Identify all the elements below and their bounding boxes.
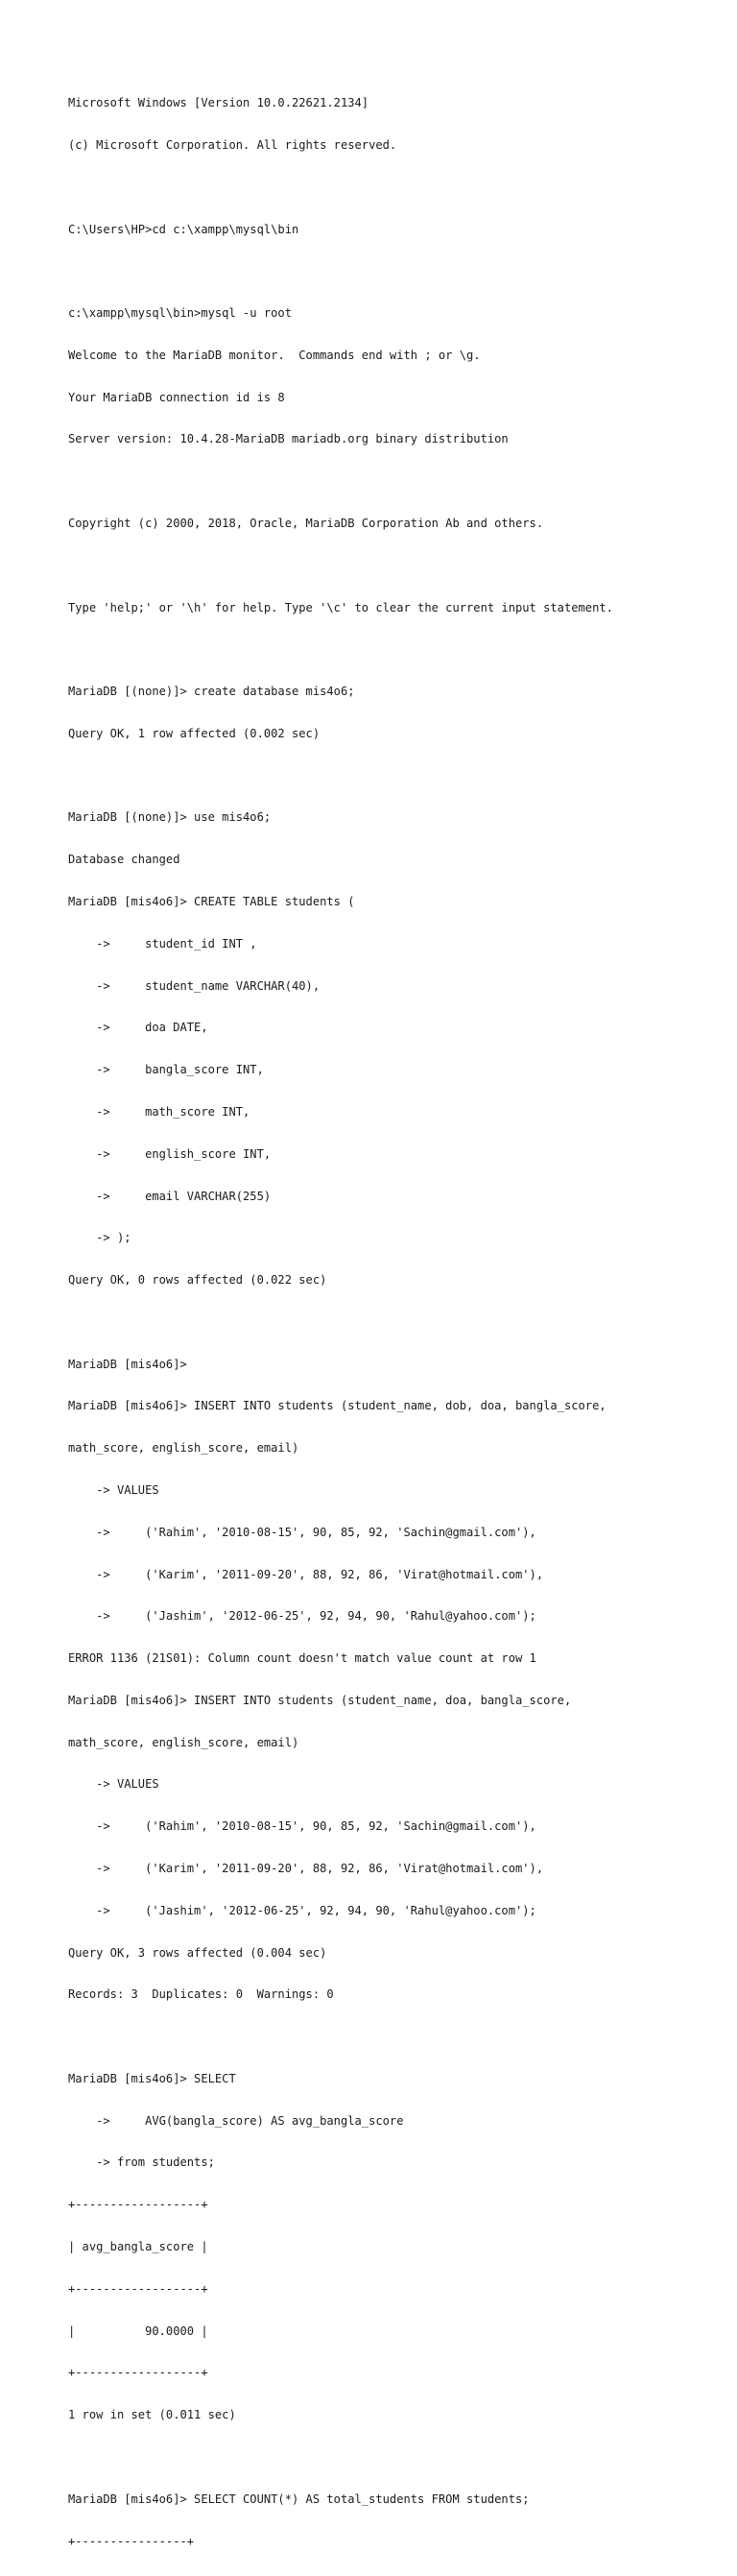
line-39: MariaDB [mis4o6]> INSERT INTO students (student_name, doa, bangla_score, [68, 1693, 572, 1707]
line-9: Server version: 10.4.28-MariaDB mariadb.org binary distribution [68, 432, 509, 446]
line-24: -> bangla_score INT, [68, 1063, 264, 1077]
line-14 [68, 642, 730, 657]
line-18: MariaDB [(none)]> use mis4o6; [68, 810, 272, 825]
line-33: math_score, english_score, email) [68, 1441, 299, 1456]
line-48: MariaDB [mis4o6]> SELECT [68, 2071, 236, 2085]
line-16: Query OK, 1 row affected (0.002 sec) [68, 726, 321, 740]
line-2: (c) Microsoft Corporation. All rights reserved. [68, 137, 397, 152]
line-10 [68, 474, 730, 489]
line-49: -> AVG(bangla_score) AS avg_bangla_score [68, 2113, 404, 2128]
line-58: MariaDB [mis4o6]> SELECT COUNT(*) AS total_students FROM students; [68, 2492, 530, 2506]
line-55: +------------------+ [68, 2366, 208, 2380]
line-7: Welcome to the MariaDB monitor. Commands end with ; or \g. [68, 348, 481, 362]
line-4: C:\Users\HP>cd c:\xampp\mysql\bin [68, 222, 299, 236]
terminal-transcript [68, 68, 730, 2576]
line-29: Query OK, 0 rows affected (0.022 sec) [68, 1273, 327, 1288]
line-56: 1 row in set (0.011 sec) [68, 2408, 236, 2422]
line-26: -> english_score INT, [68, 1146, 272, 1161]
line-25: -> math_score INT, [68, 1104, 250, 1119]
line-51: +------------------+ [68, 2198, 208, 2212]
line-50: -> from students; [68, 2155, 215, 2170]
line-53: +------------------+ [68, 2281, 208, 2296]
line-13: Type 'help;' or '\h' for help. Type '\c' to clear the current input statement. [68, 600, 613, 614]
line-54: | 90.0000 | [68, 2323, 208, 2338]
line-36: -> ('Karim', '2011-09-20', 88, 92, 86, 'Virat@hotmail.com'), [68, 1567, 544, 1581]
line-31: MariaDB [mis4o6]> [68, 1357, 187, 1371]
line-45: Query OK, 3 rows affected (0.004 sec) [68, 1945, 327, 1960]
line-19: Database changed [68, 853, 180, 867]
line-6: c:\xampp\mysql\bin>mysql -u root [68, 306, 292, 321]
line-40: math_score, english_score, email) [68, 1735, 299, 1749]
line-8: Your MariaDB connection id is 8 [68, 390, 285, 404]
line-59: +----------------+ [68, 2534, 195, 2548]
line-20: MariaDB [mis4o6]> CREATE TABLE students ( [68, 895, 355, 909]
line-23: -> doa DATE, [68, 1021, 208, 1035]
line-11: Copyright (c) 2000, 2018, Oracle, MariaDB Corporation Ab and others. [68, 517, 544, 530]
line-28: -> ); [68, 1231, 131, 1245]
line-35: -> ('Rahim', '2010-08-15', 90, 85, 92, 'Sachin@gmail.com'), [68, 1525, 536, 1539]
line-5 [68, 264, 730, 278]
line-15: MariaDB [(none)]> create database mis4o6; [68, 685, 355, 699]
line-41: -> VALUES [68, 1777, 159, 1792]
line-32: MariaDB [mis4o6]> INSERT INTO students (student_name, dob, doa, bangla_score, [68, 1399, 606, 1413]
line-34: -> VALUES [68, 1482, 159, 1497]
line-43: -> ('Karim', '2011-09-20', 88, 92, 86, 'Virat@hotmail.com'), [68, 1862, 544, 1875]
line-12 [68, 559, 730, 573]
line-52: | avg_bangla_score | [68, 2240, 208, 2254]
line-42: -> ('Rahim', '2010-08-15', 90, 85, 92, 'Sachin@gmail.com'), [68, 1819, 536, 1834]
line-27: -> email VARCHAR(255) [68, 1189, 272, 1203]
line-1: Microsoft Windows [Version 10.0.22621.2134] [68, 96, 369, 110]
line-3 [68, 181, 730, 195]
line-38: ERROR 1136 (21S01): Column count doesn't match value count at row 1 [68, 1651, 536, 1666]
line-30 [68, 1315, 730, 1330]
line-46: Records: 3 Duplicates: 0 Warnings: 0 [68, 1987, 334, 2002]
line-44: -> ('Jashim', '2012-06-25', 92, 94, 90, 'Rahul@yahoo.com'); [68, 1903, 536, 1917]
line-37: -> ('Jashim', '2012-06-25', 92, 94, 90, 'Rahul@yahoo.com'); [68, 1609, 536, 1624]
line-57 [68, 2450, 730, 2465]
line-21: -> student_id INT , [68, 936, 257, 951]
line-22: -> student_name VARCHAR(40), [68, 978, 321, 993]
line-17 [68, 769, 730, 783]
line-47 [68, 2030, 730, 2044]
